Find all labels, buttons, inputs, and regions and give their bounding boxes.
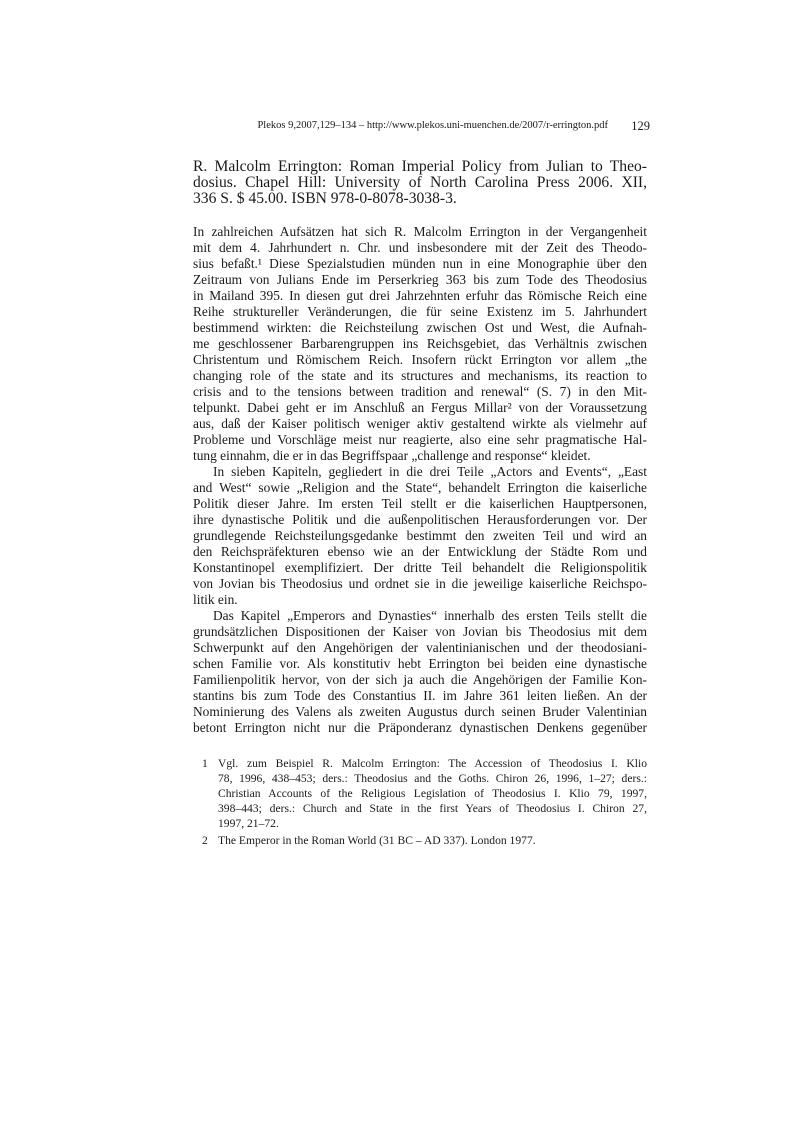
text-line: sius befaßt.¹ Diese Spezialstudien münden nun in eine Monographie über den [193,256,647,271]
page-number: 129 [631,119,650,133]
text-line: mit dem 4. Jahrhundert n. Chr. und insbesondere mit der Zeit des Theodo- [193,240,647,255]
text-line: Zeitraum von Julians Ende im Perserkrieg 363 bis zum Tode des Theodosius [193,272,647,287]
footnote-line: 78, 1996, 438–453; ders.: Theodosius and the Goths. Chiron 26, 1996, 1–27; ders.: [218,772,647,785]
footnote-line: The Emperor in the Roman World (31 BC – AD 337). London 1977. [218,834,536,847]
text-line: Probleme und Vorschläge meist nur reagierte, also eine sehr pragmatische Hal- [193,432,647,447]
text-line: schen Familie vor. Als konstitutiv hebt Errington bei beiden eine dynastische [193,656,647,671]
paragraph [193,464,647,608]
text-line: Politik dieser Jahre. Im ersten Teil stellt er die kaiserlichen Hauptpersonen, [193,496,647,511]
running-head: Plekos 9,2007,129–134 – http://www.plekos.uni-muenchen.de/2007/r-errington.pdf [257,120,608,131]
text-line: Nominierung des Valens als zweiten Augustus durch seinen Bruder Valentinian [193,704,647,719]
text-line: von Jovian bis Theodosius und ordnet sie in die jeweilige kaiserliche Reichspo- [193,576,647,591]
footnote-line: 1997, 21–72. [218,817,279,830]
text-line: tung einnahm, die er in das Begriffspaar „challenge and response“ kleidet. [193,448,591,463]
running-header [193,120,650,136]
paragraph [193,608,647,736]
text-line: changing role of the state and its structures and mechanisms, its reaction to [193,368,647,383]
text-line: Schwerpunkt auf den Angehörigen der valentinianischen und der theodosiani- [193,640,647,655]
title-line: 336 S. $ 45.00. ISBN 978-0-8078-3038-3. [193,190,457,207]
footnote-line: Christian Accounts of the Religious Legislation of Theodosius I. Klio 79, 1997, [218,787,647,800]
footnote-number: 1 [202,757,208,770]
text-line: ihre dynastische Politik und die außenpolitischen Herausforderungen vor. Der [193,512,647,527]
text-line: In zahlreichen Aufsätzen hat sich R. Malcolm Errington in der Vergangenheit [193,224,647,239]
text-line: betont Errington nicht nur die Präponderanz dynastischen Denkens gegenüber [193,720,647,735]
text-line: Familienpolitik hervor, von der sich ja auch die Angehörigen der Familie Kon- [193,672,647,687]
text-line: bestimmend wirkten: die Reichsteilung zwischen Ost und West, die Aufnah- [193,320,647,335]
footnotes [202,756,647,848]
text-line: grundlegende Reichsteilungsgedanke bestimmt den zweiten Teil und wird an [193,528,647,543]
text-line: in Mailand 395. In diesen gut drei Jahrzehnten erfuhr das Römische Reich eine [193,288,647,303]
text-line: den Reichspräfekturen ebenso wie an der Entwicklung der Städte Rom und [193,544,647,559]
text-line: Reihe struktureller Veränderungen, die für seine Existenz im 5. Jahrhundert [193,304,647,319]
title-line: dosius. Chapel Hill: University of North Carolina Press 2006. XII, [193,174,647,191]
text-line: Konstantinopel exemplifiziert. Der dritte Teil behandelt die Religionspolitik [193,560,647,575]
text-line: In sieben Kapiteln, gegliedert in die drei Teile „Actors and Events“, „East [213,464,647,479]
text-line: grundsätzlichen Dispositionen der Kaiser von Jovian bis Theodosius mit dem [193,624,647,639]
text-line: Christentum und Römischem Reich. Insofern rückt Errington vor allem „the [193,352,647,367]
text-line: litik ein. [193,592,238,607]
footnote [202,756,647,831]
footnote-line: 398–443; ders.: Church and State in the first Years of Theodosius I. Chiron 27, [218,802,647,815]
text-flow [193,224,647,850]
paragraph [193,224,647,464]
text-line: stantins bis zum Tode des Constantius II. im Jahre 361 leiten ließen. An der [193,688,647,703]
text-line: telpunkt. Dabei geht er im Anschluß an Fergus Millar² von der Voraussetzung [193,400,647,415]
footnote-line: Vgl. zum Beispiel R. Malcolm Errington: The Accession of Theodosius I. Klio [218,757,647,770]
review-body [193,224,647,736]
text-line: aus, daß der Kaiser politisch weniger aktiv gestaltend wirkte als vielmehr auf [193,416,647,431]
text-line: crisis and to the tensions between tradition and renewal“ (S. 7) in den Mit- [193,384,647,399]
text-line: Das Kapitel „Emperors and Dynasties“ innerhalb des ersten Teils stellt die [213,608,647,623]
footnote [202,833,647,848]
footnote-number: 2 [202,834,208,847]
review-title [193,159,647,207]
text-line: me geschlossener Barbarengruppen ins Reichsgebiet, das Verhältnis zwischen [193,336,647,351]
title-line: R. Malcolm Errington: Roman Imperial Policy from Julian to Theo- [193,158,647,175]
text-line: and West“ sowie „Religion and the State“, behandelt Errington die kaiserliche [193,480,647,495]
